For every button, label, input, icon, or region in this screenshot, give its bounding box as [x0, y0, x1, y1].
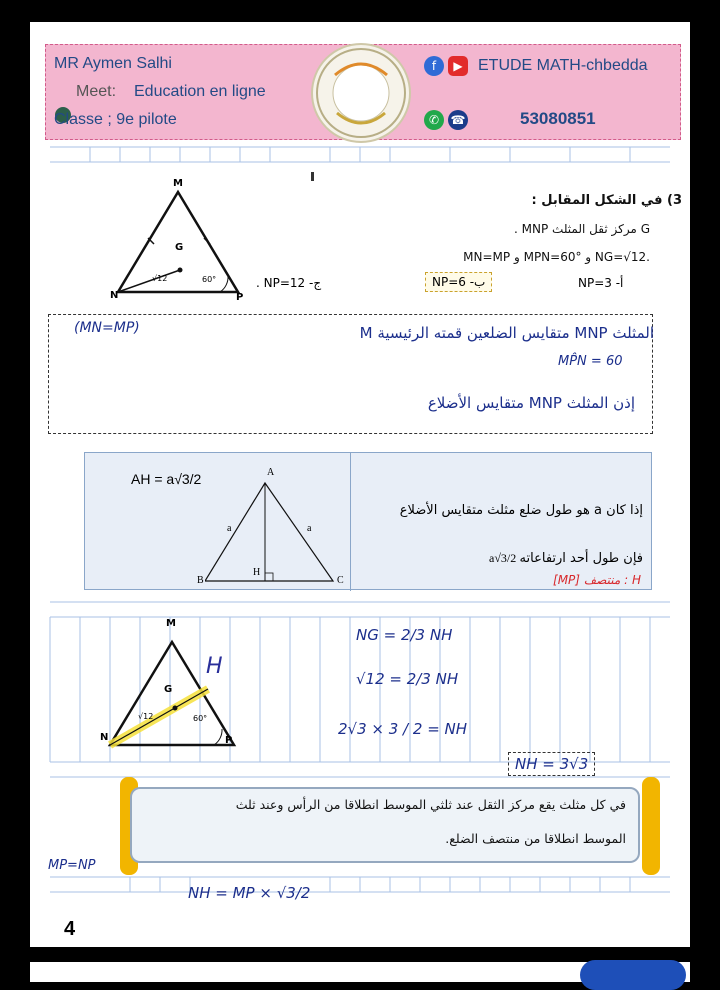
figure-triangle-mnp [108, 172, 248, 307]
abc-side-right: a [307, 523, 312, 534]
fig2-angle: 60° [193, 714, 208, 723]
classe-label: Classe ; 9e pilote [54, 111, 177, 128]
meet-text: Education en ligne [134, 83, 266, 100]
social-icons-top [424, 55, 472, 76]
facebook-icon[interactable]: f [424, 56, 444, 76]
header-banner [45, 44, 681, 140]
social-icons-bottom [424, 109, 472, 130]
fig1-label-p: P [236, 292, 244, 303]
school-logo [311, 43, 411, 143]
annotation-h: H : منتصف [MP] [553, 573, 641, 587]
fig1-label-g: G [175, 242, 184, 253]
fig2-label-h: H [206, 654, 223, 679]
hw-line2: MP̂N = 60 [558, 354, 623, 369]
abc-label-b: B [197, 575, 204, 586]
abc-label-c: C [337, 575, 344, 586]
phone-number: 53080851 [520, 109, 596, 128]
meet-prefix: Meet: [76, 83, 117, 100]
fig2-label-n: N [100, 732, 109, 743]
work-eq2: √12 = 2/3 NH [356, 670, 459, 688]
fig2-root: √12 [138, 712, 154, 721]
hw-line3: إذن المثلث MNP متقايس الأضلاع [427, 394, 635, 412]
worksheet-page [30, 22, 690, 947]
scroll-roll-right [642, 777, 660, 875]
phone-icon[interactable]: ☎ [448, 110, 468, 130]
choice-c: . NP=12 -ج [256, 276, 322, 290]
fig1-root: √12 [152, 274, 168, 283]
hw-line1: المثلث MNP متقايس الضلعين قمته الرئيسية M [359, 324, 654, 342]
abc-label-a: A [267, 467, 275, 478]
fig1-label-m: M [173, 178, 183, 189]
cursor-mark [311, 172, 314, 181]
rule-line1: إذا كان a هو طول ضلع مثلث متقايس الأضلاع [399, 503, 643, 518]
work-eq1: NG = 2/3 NH [356, 626, 453, 644]
bottom-nh-formula: NH = MP × √3/2 [188, 884, 311, 902]
formula-box [84, 452, 652, 590]
whatsapp-icon[interactable]: ✆ [424, 110, 444, 130]
hw-bracket: (MN=MP) [74, 320, 140, 336]
teacher-name: MR Aymen Salhi [54, 55, 172, 72]
exercise-line2: .NG=√12 و MPN=60° و MN=MP [463, 250, 650, 264]
theorem-scroll [120, 777, 660, 875]
scroll-line2: الموسط انطلاقا من منتصف الضلع. [445, 831, 626, 846]
work-result: NH = 3√3 [508, 752, 595, 776]
choice-b: NP=6 -ب [425, 272, 492, 292]
fig1-label-n: N [110, 290, 119, 301]
exercise-title: 3) في الشكل المقابل : [531, 193, 682, 208]
page-number: 4 [64, 918, 76, 940]
bottom-mp-np: MP=NP [48, 858, 96, 873]
work-eq3: 2√3 × 3 / 2 = NH [338, 720, 468, 738]
scroll-button[interactable] [580, 960, 686, 990]
scroll-inner [130, 787, 640, 863]
youtube-icon[interactable]: ▶ [448, 56, 468, 76]
rule-line2: فإن طول أحد ارتفاعاته [519, 551, 643, 566]
exercise-line1: G مركز ثقل المثلث MNP . [514, 222, 650, 236]
fig2-label-g: G [164, 684, 173, 695]
choice-a: NP=3 -أ [578, 276, 624, 290]
fig2-label-m: M [166, 618, 176, 629]
fig1-angle: 60° [202, 275, 217, 284]
abc-side-left: a [227, 523, 232, 534]
rule-value: a√3/2 [489, 551, 517, 565]
scroll-line1: في كل مثلث يقع مركز الثقل عند ثلثي الموسط انطلاقا من الرأس وعند ثلث [235, 797, 626, 812]
fig2-label-p: P [225, 735, 233, 746]
ah-formula: AH = a√3/2 [131, 471, 202, 487]
brand-label: ETUDE MATH-chbedda [478, 57, 648, 74]
abc-label-h: H [253, 567, 261, 578]
